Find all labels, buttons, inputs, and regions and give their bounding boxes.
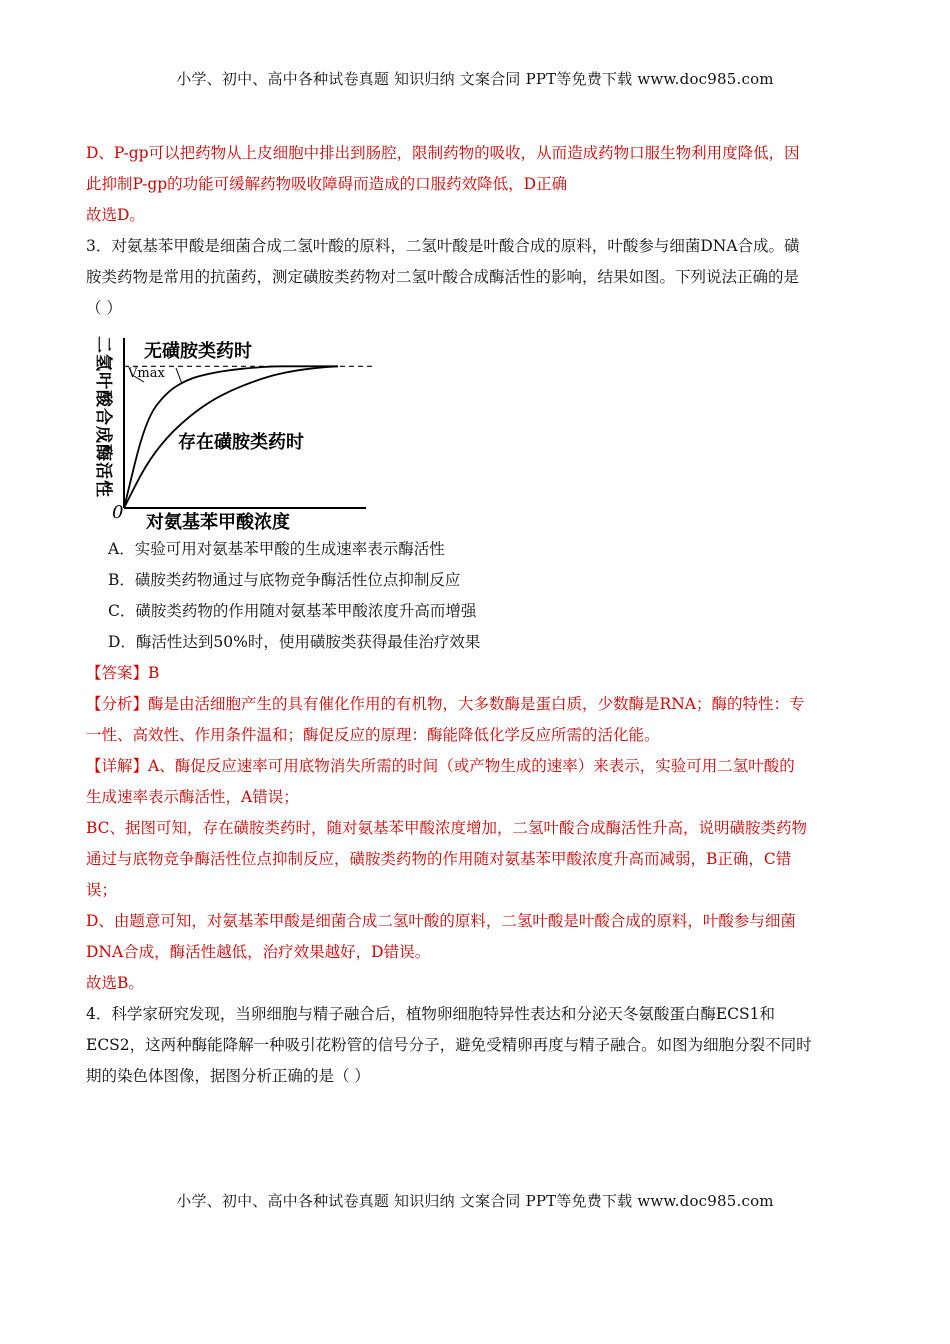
q3-stem-line3: （ ） bbox=[86, 299, 122, 317]
q3-option-d: D．酶活性达到50%时，使用磺胺类获得最佳治疗效果 bbox=[108, 633, 481, 651]
y-axis-label: 二氢叶酸合成酶活性 bbox=[93, 336, 113, 498]
q3-option-a: A．实验可用对氨基苯甲酸的生成速率表示酶活性 bbox=[108, 540, 445, 558]
page-footer: 小学、初中、高中各种试卷真题 知识归纳 文案合同 PPT等免费下载 www.doc985.com bbox=[176, 1192, 774, 1210]
q3-detail-bc3: 误； bbox=[86, 881, 118, 899]
q4-stem-line2: ECS2，这两种酶能降解一种吸引花粉管的信号分子，避免受精卵再度与精子融合。如图为细胞分裂不同时 bbox=[86, 1036, 812, 1054]
q3-stem-line1: 3．对氨基苯甲酸是细菌合成二氢叶酸的原料，二氢叶酸是叶酸合成的原料，叶酸参与细菌DNA合成。磺 bbox=[86, 237, 800, 255]
legend-no-drug: 无磺胺类药时 bbox=[144, 341, 252, 362]
prev-answer-d-line2: 此抑制P-gp的功能可缓解药物吸收障碍而造成的口服药效降低，D正确 bbox=[86, 175, 568, 193]
no-drug-label-pointer bbox=[176, 368, 182, 384]
q3-detail-a2: 生成速率表示酶活性，A错误； bbox=[86, 788, 299, 806]
detail-a-text-1: A、酶促反应速率可用底物消失所需的时间（或产物生成的速率）来表示，实验可用二氢叶酸的 bbox=[148, 757, 795, 775]
document-body bbox=[86, 138, 866, 1092]
vmax-label: Vmax bbox=[128, 366, 165, 381]
page-header: 小学、初中、高中各种试卷真题 知识归纳 文案合同 PPT等免费下载 www.doc985.com bbox=[176, 70, 774, 88]
q3-detail-d2: DNA合成，酶活性越低，治疗效果越好，D错误。 bbox=[86, 943, 431, 961]
answer-label: 【答案】 bbox=[86, 664, 149, 682]
detail-label: 【详解】 bbox=[86, 757, 149, 775]
q3-detail-bc2: 通过与底物竞争酶活性位点抑制反应，磺胺类药物的作用随对氨基苯甲酸浓度升高而减弱，B正确，C错 bbox=[86, 850, 792, 868]
x-axis-label: 对氨基苯甲酸浓度 bbox=[146, 512, 290, 530]
q3-option-c: C．磺胺类药物的作用随对氨基苯甲酸浓度升高而增强 bbox=[108, 602, 477, 620]
analysis-label: 【分析】 bbox=[86, 695, 149, 713]
prev-answer-d-line1: D、P-gp可以把药物从上皮细胞中排出到肠腔，限制药物的吸收，从而造成药物口服生物利用度降低，因 bbox=[86, 144, 800, 162]
q3-analysis-line1 bbox=[86, 689, 866, 720]
answer-value: B bbox=[148, 664, 160, 682]
q3-stem-line2: 胺类药物是常用的抗菌药，测定磺胺类药物对二氢叶酸合成酶活性的影响，结果如图。下列说法正确的是 bbox=[86, 268, 800, 286]
analysis-text-1: 酶是由活细胞产生的具有催化作用的有机物，大多数酶是蛋白质，少数酶是RNA；酶的特性：专 bbox=[148, 695, 805, 713]
q3-answer bbox=[86, 658, 866, 689]
chart-svg bbox=[86, 330, 386, 530]
q4-stem-line3: 期的染色体图像，据图分析正确的是（ ） bbox=[86, 1067, 370, 1085]
q3-option-b: B．磺胺类药物通过与底物竞争酶活性位点抑制反应 bbox=[108, 571, 461, 589]
origin-label: 0 bbox=[112, 502, 124, 523]
prev-answer-conclusion: 故选D。 bbox=[86, 206, 145, 224]
enzyme-activity-chart bbox=[86, 330, 386, 530]
q3-detail-a1 bbox=[86, 751, 866, 782]
q3-analysis-line2: 一性、高效性、作用条件温和；酶促反应的原理：酶能降低化学反应所需的活化能。 bbox=[86, 726, 660, 744]
q4-stem-line1: 4．科学家研究发现，当卵细胞与精子融合后，植物卵细胞特异性表达和分泌天冬氨酸蛋白酶ECS1和 bbox=[86, 1005, 776, 1023]
q3-detail-d1: D、由题意可知，对氨基苯甲酸是细菌合成二氢叶酸的原料，二氢叶酸是叶酸合成的原料，叶酸参与细菌 bbox=[86, 912, 796, 930]
q3-detail-bc1: BC、据图可知，存在磺胺类药时，随对氨基苯甲酸浓度增加，二氢叶酸合成酶活性升高，说明磺胺类药物 bbox=[86, 819, 808, 837]
q3-conclusion: 故选B。 bbox=[86, 974, 144, 992]
legend-with-drug: 存在磺胺类药时 bbox=[178, 432, 304, 453]
